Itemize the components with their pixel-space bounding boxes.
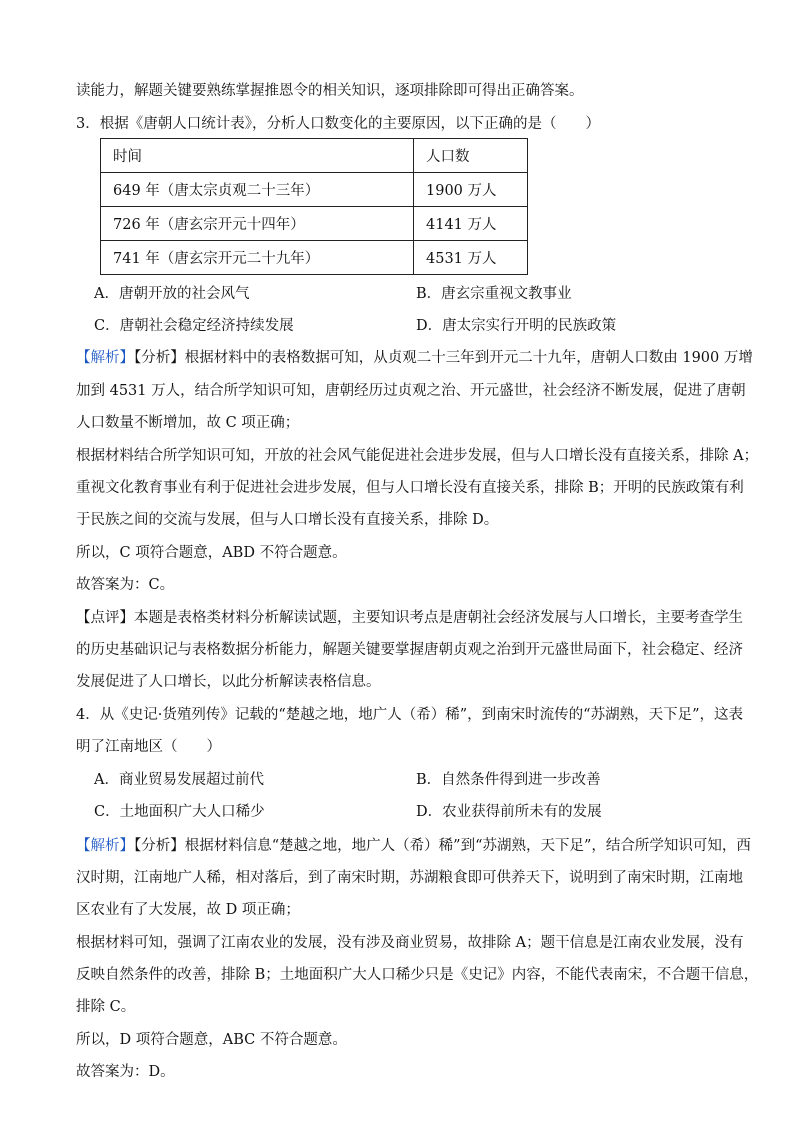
option-b: B．自然条件得到进一步改善 <box>416 772 601 788</box>
analysis-tag: 【解析】 <box>76 350 134 366</box>
table-header-cell: 人口数 <box>414 139 528 173</box>
question-3-stem: 3．根据《唐朝人口统计表》，分析人口数变化的主要原因，以下正确的是（ ） <box>76 116 600 132</box>
analysis-line: 重视文化教育事业有利于促进社会进步发展，但与人口增长没有直接关系，排除 B；开明的民族政策有利 <box>76 480 744 496</box>
analysis-line: 加到 4531 万人，结合所学知识可知，唐朝经历过贞观之治、开元盛世，社会经济不断发展，促进了唐朝 <box>76 383 746 399</box>
analysis-line: 于民族之间的交流与发展，但与人口增长没有直接关系，排除 D。 <box>76 512 499 528</box>
table-cell: 4531 万人 <box>414 241 528 275</box>
analysis-line: 汉时期，江南地广人稀，相对落后，到了南宋时期，苏湖粮食即可供养天下，说明到了南宋时期，江南地 <box>76 870 743 886</box>
analysis-line: 反映自然条件的改善，排除 B；土地面积广大人口稀少只是《史记》内容，不能代表南宋，不合题干信息， <box>76 967 759 983</box>
analysis-tag: 【解析】 <box>76 838 134 854</box>
table-cell: 741 年（唐玄宗开元二十九年） <box>101 241 414 275</box>
analysis-line: 排除 C。 <box>76 999 136 1015</box>
table-cell: 726 年（唐玄宗开元十四年） <box>101 207 414 241</box>
table-cell: 1900 万人 <box>414 173 528 207</box>
analysis-line: 根据材料结合所学知识可知，开放的社会风气能促进社会进步发展，但与人口增长没有直接关系，排除 A； <box>76 448 759 464</box>
table-row <box>101 173 528 207</box>
answer-line: 故答案为：C。 <box>76 577 175 593</box>
comment-line: 发展促进了人口增长，以此分析解读表格信息。 <box>76 674 381 690</box>
option-d: D．唐太宗实行开明的民族政策 <box>416 318 617 334</box>
analysis-line: 所以，D 项符合题意，ABC 不符合题意。 <box>76 1032 347 1048</box>
question-4-stem: 明了江南地区（ ） <box>76 739 221 755</box>
comment-line: 的历史基础识记与表格数据分析能力，解题关键要掌握唐朝贞观之治到开元盛世局面下，社会稳定、经济 <box>76 642 743 658</box>
option-a: A．唐朝开放的社会风气 <box>94 286 250 302</box>
answer-line: 故答案为：D。 <box>76 1064 175 1080</box>
analysis-line: 根据材料可知，强调了江南农业的发展，没有涉及商业贸易，故排除 A；题干信息是江南农业发展，没有 <box>76 935 744 951</box>
analysis-line: 人口数量不断增加，故 C 项正确； <box>76 415 300 431</box>
comment-line: 【点评】本题是表格类材料分析解读试题，主要知识考点是唐朝社会经济发展与人口增长，主要考查学生 <box>76 610 743 626</box>
table-cell: 649 年（唐太宗贞观二十三年） <box>101 173 414 207</box>
table-header-row <box>101 139 528 173</box>
analysis-line <box>76 348 754 368</box>
analysis-text: 【分析】根据材料中的表格数据可知，从贞观二十三年到开元二十九年，唐朝人口数由 1900 万增 <box>134 350 753 366</box>
table-row <box>101 241 528 275</box>
question-4-stem: 4．从《史记·货殖列传》记载的“楚越之地，地广人（希）稀”，到南宋时流传的“苏湖熟，天下足”，这表 <box>76 707 743 723</box>
table-header-cell: 时间 <box>101 139 414 173</box>
analysis-line: 所以，C 项符合题意，ABD 不符合题意。 <box>76 545 347 561</box>
analysis-text: 【分析】根据材料信息“楚越之地，地广人（希）稀”到“苏湖熟，天下足”，结合所学知识可知，西 <box>134 838 751 854</box>
population-table <box>100 138 528 275</box>
option-b: B．唐玄宗重视文教事业 <box>416 286 572 302</box>
body-text-line: 读能力，解题关键要熟练掌握推恩令的相关知识，逐项排除即可得出正确答案。 <box>76 83 584 99</box>
analysis-line <box>76 836 754 856</box>
table-row <box>101 207 528 241</box>
analysis-line: 区农业有了大发展，故 D 项正确； <box>76 902 300 918</box>
table-cell: 4141 万人 <box>414 207 528 241</box>
option-d: D．农业获得前所未有的发展 <box>416 804 602 820</box>
option-a: A．商业贸易发展超过前代 <box>94 772 264 788</box>
option-c: C．土地面积广大人口稀少 <box>94 804 265 820</box>
option-c: C．唐朝社会稳定经济持续发展 <box>94 318 294 334</box>
